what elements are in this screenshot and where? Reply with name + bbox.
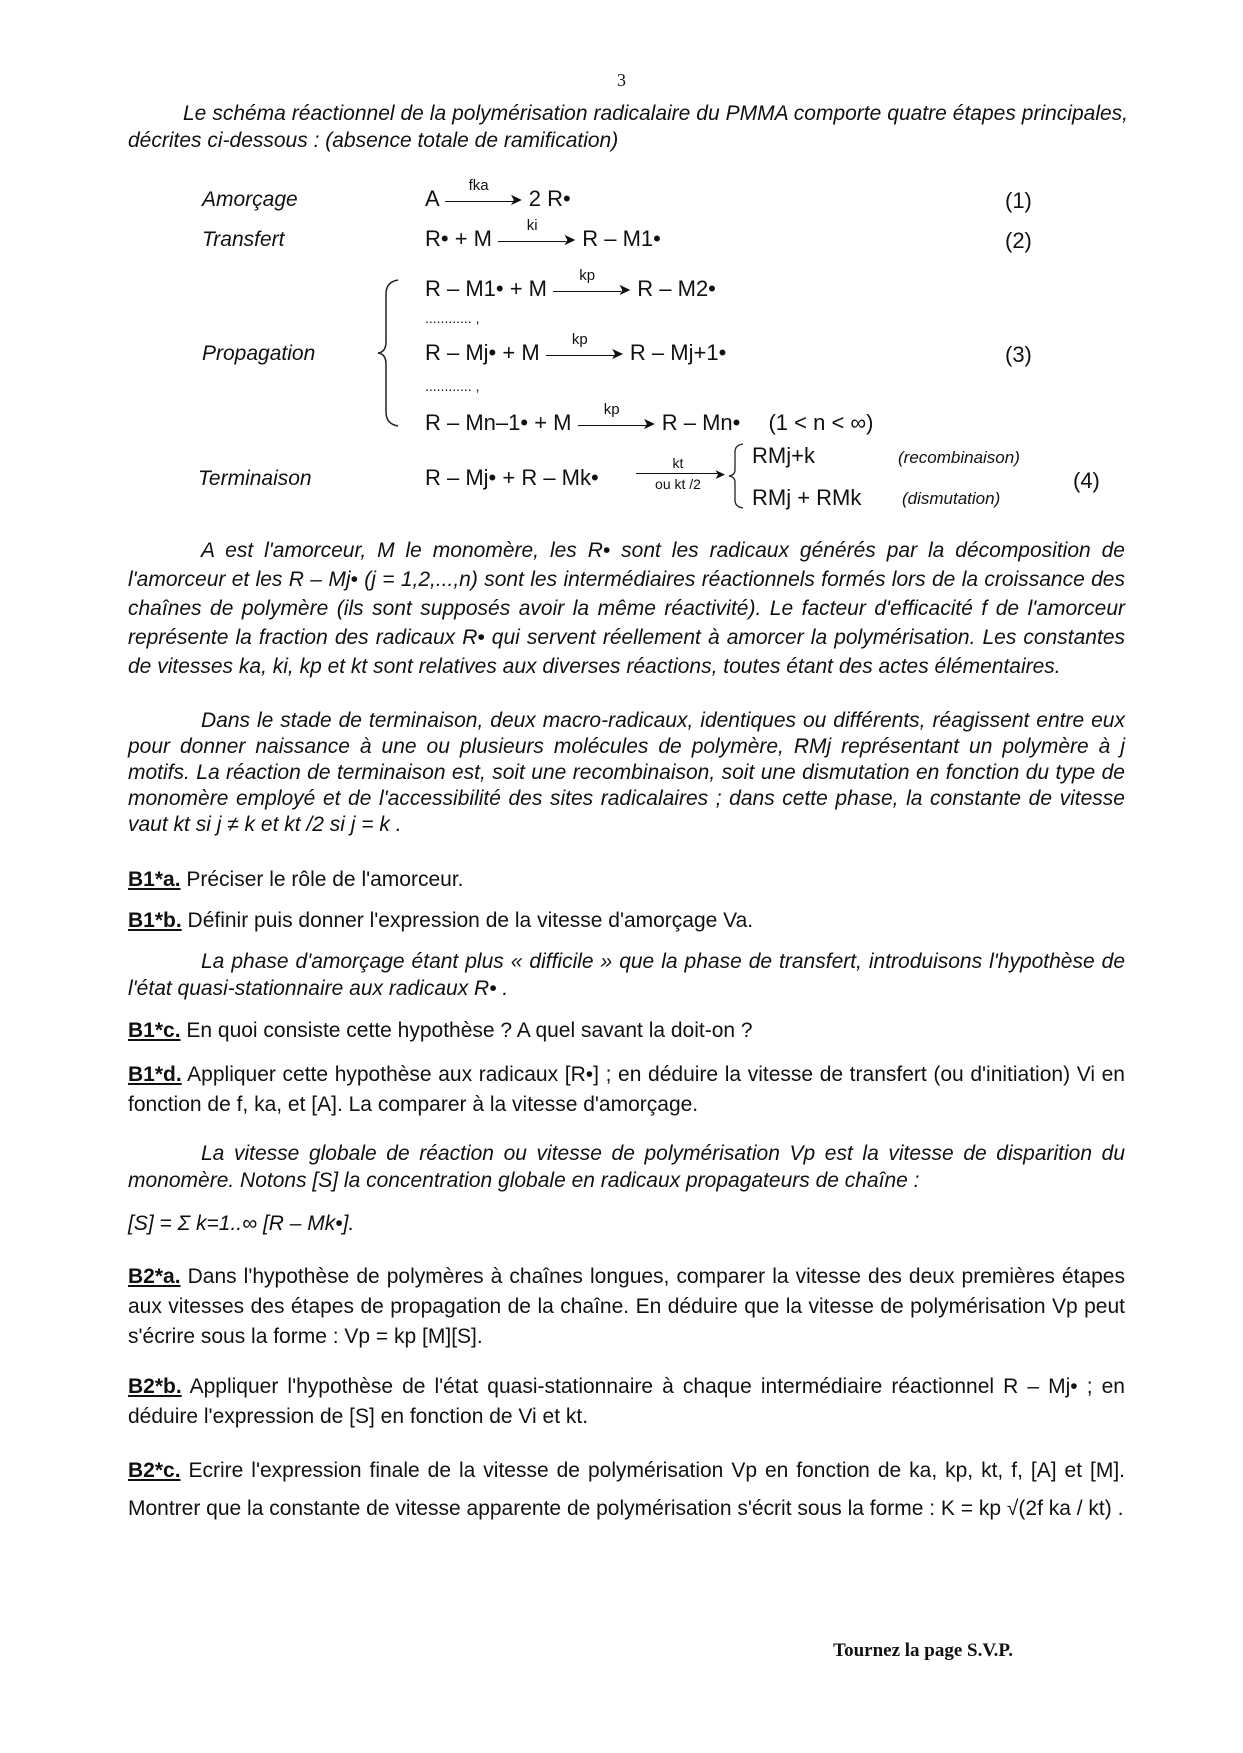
question-text: Appliquer cette hypothèse aux radicaux [R•] ; en déduire la vitesse de transfert (ou d'initiation) Vi en fonction de f, ka, et [A]. La comparer à la vitesse d'amorçage. — [128, 1063, 1125, 1116]
termination-arrow-line — [636, 473, 720, 474]
ellipsis-1: ............ , — [425, 310, 480, 326]
eq-rhs: 2 R• — [528, 186, 571, 211]
type-dismutation: (dismutation) — [902, 489, 1001, 508]
step-label-terminaison: Terminaison — [198, 467, 312, 490]
equation-number-4: (4) — [1073, 468, 1100, 493]
equation-propagation-n — [425, 401, 874, 436]
ellipsis-2: ............ , — [425, 378, 480, 394]
step-label-transfert: Transfert — [202, 228, 285, 251]
question-b1d — [128, 1060, 1125, 1120]
equation-number-1: (1) — [1005, 188, 1032, 213]
equation-propagation-j — [425, 331, 727, 366]
reaction-arrow: kp ➤ — [578, 413, 656, 435]
question-tag: B2*a. — [128, 1265, 181, 1288]
page-number: 3 — [617, 70, 626, 90]
rate-constant: ki — [526, 217, 538, 235]
reaction-arrow: kp ➤ — [546, 343, 624, 365]
question-text: En quoi consiste cette hypothèse ? A quel savant la doit-on ? — [186, 1019, 753, 1042]
equation-propagation-1 — [425, 267, 716, 302]
question-b2a — [128, 1262, 1125, 1352]
question-tag: B2*b. — [128, 1375, 182, 1398]
eq-rhs: R – Mj+1• — [629, 340, 727, 365]
rate-constant: kp — [571, 331, 588, 349]
left-brace — [376, 278, 406, 428]
eq-lhs: R – Mn–1• + M — [425, 410, 572, 435]
equation-terminaison-lhs: R – Mj• + R – Mk• — [425, 465, 599, 490]
question-text: Appliquer l'hypothèse de l'état quasi-stationnaire à chaque intermédiaire réactionnel R – Mj• ; en déduire l'expression de [S] en fonction de Vi et kt. — [128, 1375, 1125, 1428]
question-tag: B1*d. — [128, 1063, 182, 1086]
rate-constant-kt: kt — [672, 455, 684, 471]
eq-lhs: R – M1• + M — [425, 276, 548, 301]
reaction-arrow: ki ➤ — [498, 229, 576, 251]
eq-lhs: R – Mj• + M — [425, 340, 540, 365]
step-label-propagation: Propagation — [202, 342, 316, 365]
product-dismutation: RMj + RMk — [752, 485, 862, 510]
equation-number-3: (3) — [1005, 342, 1032, 367]
product-recombinaison: RMj+k — [752, 443, 815, 468]
eq-lhs: A — [425, 186, 439, 211]
termination-arrow-head: ➤ — [714, 466, 726, 482]
type-recombinaison: (recombinaison) — [898, 448, 1020, 467]
intro-paragraph: Le schéma réactionnel de la polymérisation radicalaire du PMMA comporte quatre étapes principales, décrites ci-dessous : (absence totale de ramification) — [128, 102, 1128, 152]
question-text: Dans l'hypothèse de polymères à chaînes longues, comparer la vitesse des deux premières étapes aux vitesses des étapes de propagation de la chaîne. En déduire que la vitesse de polymérisation Vp peut s'écrire sous la forme : Vp = kp [M][S]. — [128, 1265, 1125, 1348]
question-tag: B1*c. — [128, 1019, 181, 1042]
question-tag: B1*a. — [128, 868, 181, 891]
rate-constant: fka — [468, 177, 489, 195]
equation-transfert — [425, 217, 661, 252]
eq-rhs: R – M2• — [637, 276, 716, 301]
footer-next-page: Tournez la page S.V.P. — [833, 1640, 1013, 1661]
question-text: Définir puis donner l'expression de la vitesse d'amorçage Va. — [187, 909, 754, 932]
question-tag: B2*c. — [128, 1459, 181, 1482]
rate-constant: kp — [579, 267, 596, 285]
right-brace — [727, 442, 747, 510]
reaction-arrow: fka ➤ — [445, 189, 523, 211]
step-label-amorcage: Amorçage — [202, 188, 298, 211]
paragraph-terminaison: Dans le stade de terminaison, deux macro-radicaux, identiques ou différents, réagissent entre eux pour donner naissance à une ou plusieurs molécules de polymère, RMj représentant un polymère à j motifs. La réaction de terminaison est, soit une recombinaison, soit une dismutation en fonction du type de monomère employé et de l'accessibilité des sites radicalaires ; dans cette phase, la constante de vitesse vaut kt si j ≠ k et kt /2 si j = k . — [128, 709, 1125, 836]
question-b1c — [128, 1016, 1125, 1046]
question-b2b — [128, 1372, 1125, 1432]
question-text: Ecrire l'expression finale de la vitesse de polymérisation Vp en fonction de ka, kp, kt, f, [A] et [M]. Montrer que la constante de vitesse apparente de polymérisation s'écrit sous la forme : K = kp √(2f ka / kt) . — [128, 1459, 1125, 1520]
equation-amorcage — [425, 177, 571, 212]
sum-formula: [S] = Σ k=1..∞ [R – Mk•]. — [128, 1212, 355, 1235]
question-b1b — [128, 906, 1125, 936]
eq-rhs: R – Mn• — [661, 410, 741, 435]
rate-constant: kp — [603, 401, 620, 419]
rate-constant-kt-half: ou kt /2 — [655, 476, 701, 492]
eq-rhs: R – M1• — [582, 226, 661, 251]
question-b1a — [128, 865, 1125, 895]
paragraph-definitions: A est l'amorceur, M le monomère, les R• sont les radicaux générés par la décomposition de l'amorceur et les R – Mj• (j = 1,2,...,n) sont les intermédiaires réactionnels formés lors de la croissance des chaînes de polymère (ils sont supposés avoir la même réactivité). Le facteur d'efficacité f de l'amorceur représente la fraction des radicaux R• qui servent réellement à amorcer la polymérisation. Les constantes de vitesses ka, ki, kp et kt sont relatives aux diverses réactions, toutes étant des actes élémentaires. — [128, 539, 1125, 678]
eq-lhs: R• + M — [425, 226, 492, 251]
condition: (1 < n < ∞) — [768, 410, 874, 435]
note-vitesse-globale: La vitesse globale de réaction ou vitesse de polymérisation Vp est la vitesse de disparition du monomère. Notons [S] la concentration globale en radicaux propagateurs de chaîne : — [128, 1142, 1125, 1192]
reaction-arrow: kp ➤ — [553, 279, 631, 301]
question-b2c — [128, 1452, 1125, 1528]
note-quasi-stationnaire: La phase d'amorçage étant plus « difficile » que la phase de transfert, introduisons l'hypothèse de l'état quasi-stationnaire aux radicaux R• . — [128, 950, 1125, 1000]
question-tag: B1*b. — [128, 909, 182, 932]
question-text: Préciser le rôle de l'amorceur. — [186, 868, 464, 891]
equation-number-2: (2) — [1005, 228, 1032, 253]
